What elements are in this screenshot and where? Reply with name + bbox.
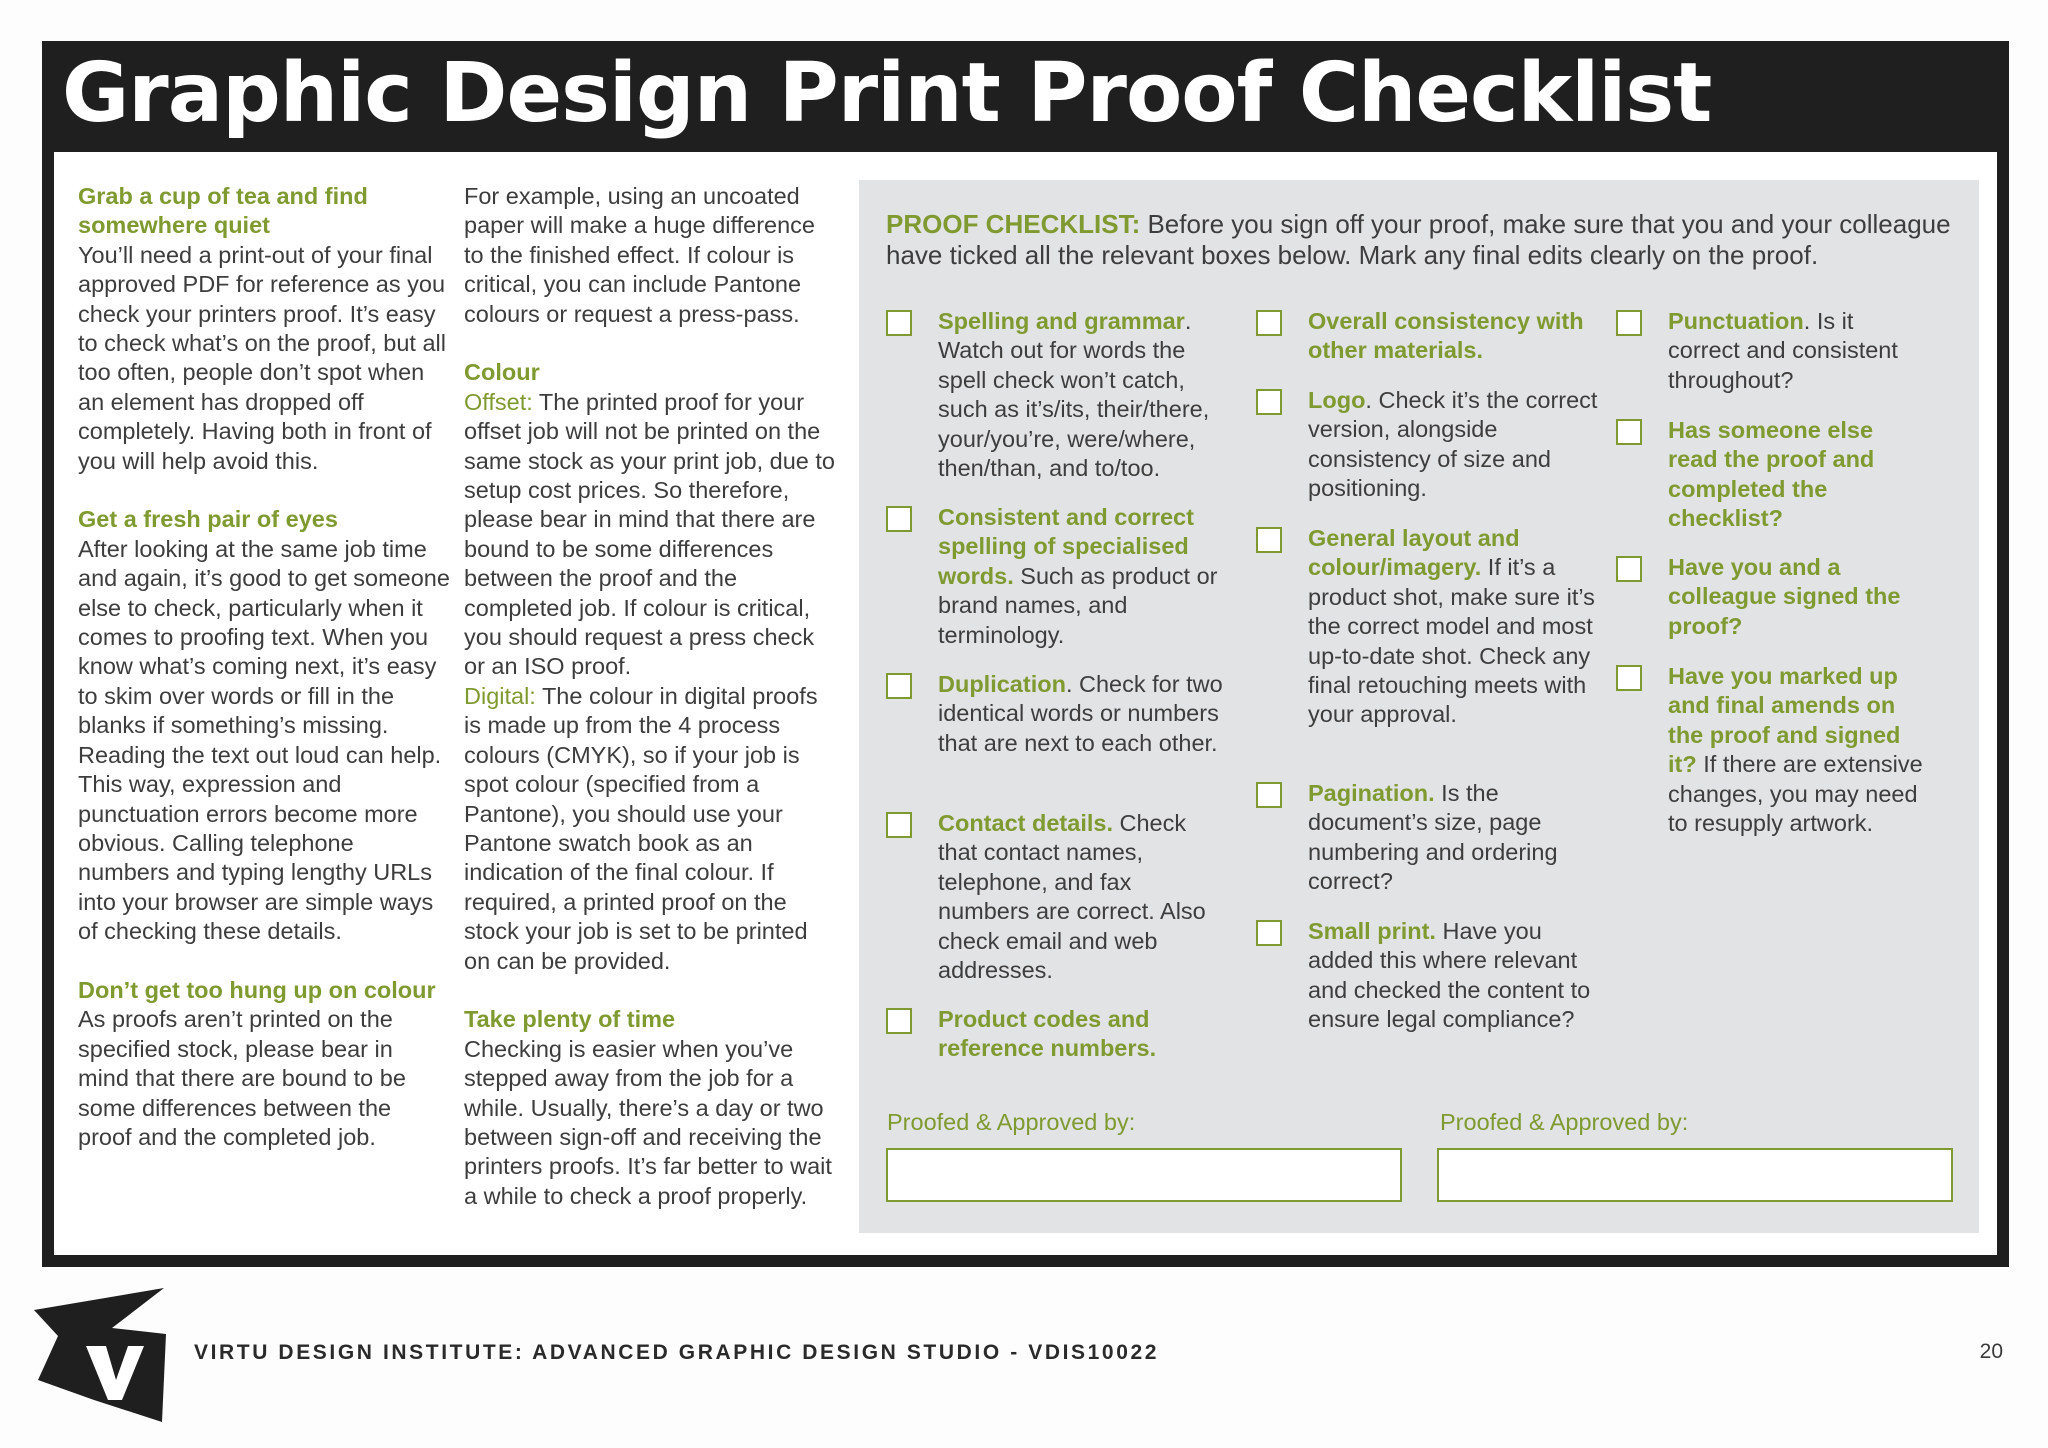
- offset-label: Offset:: [464, 388, 533, 415]
- item-heading: Spelling and grammar: [938, 308, 1185, 334]
- checkbox[interactable]: [1256, 782, 1282, 808]
- time-heading: Take plenty of time: [464, 1006, 676, 1033]
- item-text: . Watch out for words the spell check won’t catch, such as it’s/its, their/there, your/you’re, were/where, then/than, and to/too.: [938, 308, 1210, 482]
- checkbox[interactable]: [886, 1008, 912, 1034]
- item-text: If there are extensive changes, you may need to resupply artwork.: [1668, 751, 1923, 837]
- checkbox[interactable]: [1616, 419, 1642, 445]
- checkbox[interactable]: [1616, 665, 1642, 691]
- item-heading: Have you marked up and final amends on the proof and signed it?: [1668, 663, 1901, 778]
- approval-label-2: Proofed & Approved by:: [1440, 1109, 1689, 1135]
- tip-section: [78, 505, 450, 946]
- checkbox[interactable]: [1616, 310, 1642, 336]
- item-heading: Consistent and correct spelling of specialised words.: [938, 504, 1194, 589]
- tips-column-2: [464, 182, 836, 1241]
- time-section: [464, 1005, 836, 1211]
- approval-signature-field-1[interactable]: [886, 1148, 1402, 1202]
- item-heading: Pagination.: [1308, 780, 1435, 806]
- tip-heading: Get a fresh pair of eyes: [78, 506, 338, 533]
- tip-body: As proofs aren’t printed on the specified stock, please bear in mind that there are bound to be some differences between the proof and the completed job.: [78, 1006, 406, 1150]
- tip-section: [464, 182, 836, 329]
- checkbox[interactable]: [1616, 556, 1642, 582]
- tips-column-1: [78, 182, 450, 1182]
- approval-signature-field-2[interactable]: [1437, 1148, 1953, 1202]
- item-text: Have you added this where relevant and checked the content to ensure legal compliance?: [1308, 918, 1591, 1033]
- checkbox[interactable]: [886, 310, 912, 336]
- tip-section: [78, 182, 450, 476]
- item-heading: Overall consistency with other materials.: [1308, 308, 1584, 364]
- checkbox[interactable]: [886, 506, 912, 532]
- approval-label-1: Proofed & Approved by:: [887, 1109, 1136, 1135]
- tip-body: After looking at the same job time and again, it’s good to get someone else to check, particularly when it comes to proofing text. When you know what’s coming next, it’s easy to skim over words or fill in the blanks if something’s missing. Reading the text out loud can help. This way, expression and punctuation errors become more obvious. Calling telephone numbers and typing lengthy URLs into your browser are simple ways of checking these details.: [78, 535, 450, 945]
- item-heading: Logo: [1308, 387, 1366, 413]
- offset-paragraph: [464, 388, 836, 682]
- footer-institute: VIRTU DESIGN INSTITUTE: ADVANCED GRAPHIC DESIGN STUDIO - VDIS10022: [194, 1341, 1160, 1364]
- colour-section: [464, 358, 836, 976]
- item-heading: Punctuation: [1668, 308, 1804, 334]
- checkbox[interactable]: [886, 812, 912, 838]
- item-heading: Duplication: [938, 671, 1066, 697]
- checkbox[interactable]: [1256, 389, 1282, 415]
- tip-heading: Grab a cup of tea and find somewhere quiet: [78, 183, 368, 239]
- item-heading: Product codes and reference numbers.: [938, 1006, 1157, 1062]
- item-heading: Small print.: [1308, 918, 1436, 944]
- virtu-logo-icon: [34, 1288, 174, 1422]
- item-heading: General layout and colour/imagery.: [1308, 525, 1520, 581]
- colour-heading: Colour: [464, 359, 540, 386]
- item-heading: Contact details.: [938, 810, 1113, 836]
- digital-body: The colour in digital proofs is made up from the 4 process colours (CMYK), so if your job is spot colour (specified from a Pantone), you should use your Pantone swatch book as an indication of the final colour. If required, a printed proof on the stock your job is set to be printed on can be provided.: [464, 682, 818, 974]
- digital-label: Digital:: [464, 682, 536, 709]
- checklist-intro: [886, 209, 1956, 271]
- digital-paragraph: [464, 682, 836, 976]
- item-heading: Has someone else read the proof and completed the checklist?: [1668, 417, 1875, 532]
- page-title: Graphic Design Print Proof Checklist: [62, 46, 1712, 141]
- tip-section: [78, 976, 450, 1152]
- item-heading: Have you and a colleague signed the proof?: [1668, 554, 1901, 639]
- checkbox[interactable]: [1256, 310, 1282, 336]
- tip-heading: Don’t get too hung up on colour: [78, 976, 436, 1003]
- checkbox[interactable]: [886, 673, 912, 699]
- item-text: If it’s a product shot, make sure it’s the correct model and most up-to-date shot. Check any final retouching meets with your approval.: [1308, 554, 1595, 728]
- offset-body: The printed proof for your offset job will not be printed on the same stock as your print job, due to setup cost prices. So therefore, please bear in mind that there are bound to be some differences between the proof and the completed job. If colour is critical, you should request a press check or an ISO proof.: [464, 388, 835, 680]
- checkbox[interactable]: [1256, 527, 1282, 553]
- checkbox[interactable]: [1256, 920, 1282, 946]
- checklist-intro-text: Before you sign off your proof, make sure that you and your colleague have ticked all the relevant boxes below. Mark any final edits clearly on the proof.: [886, 209, 1951, 270]
- item-text: Is the document’s size, page numbering and ordering correct?: [1308, 780, 1558, 895]
- item-text: . Check it’s the correct version, alongside consistency of size and positioning.: [1308, 387, 1598, 502]
- item-text: . Check for two identical words or numbers that are next to each other.: [938, 671, 1223, 756]
- item-text: . Is it correct and consistent throughout?: [1668, 308, 1898, 393]
- item-text: Check that contact names, telephone, and fax numbers are correct. Also check email and web addresses.: [938, 810, 1206, 984]
- page-number: 20: [1979, 1340, 2003, 1363]
- tip-body: You’ll need a print-out of your final approved PDF for reference as you check your printers proof. It’s easy to check what’s on the proof, but all too often, people don’t spot when an element has dropped off completely. Having both in front of you will help avoid this.: [78, 241, 446, 474]
- item-text: Such as product or brand names, and terminology.: [938, 562, 1218, 648]
- checklist-lead: PROOF CHECKLIST:: [886, 209, 1141, 239]
- time-body: Checking is easier when you’ve stepped away from the job for a while. Usually, there’s a day or two between sign-off and receiving the printers proofs. It’s far better to wait a while to check a proof properly.: [464, 1035, 832, 1209]
- tip-body: For example, using an uncoated paper will make a huge difference to the finished effect. If colour is critical, you can include Pantone colours or request a press-pass.: [464, 183, 815, 327]
